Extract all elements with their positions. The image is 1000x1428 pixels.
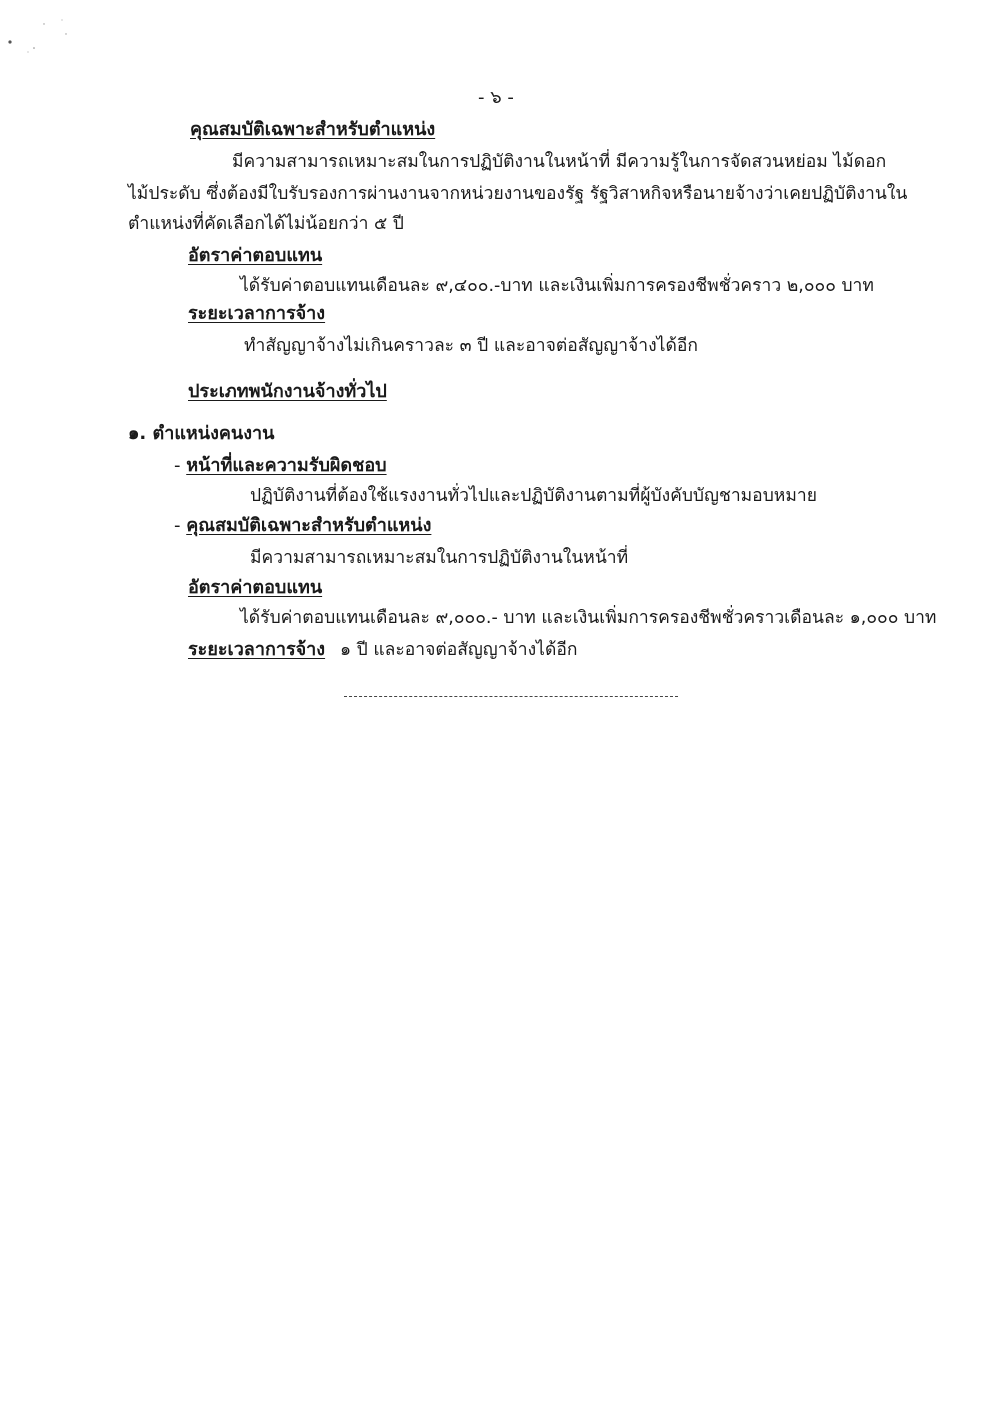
qualification2-text: มีความสามารถเหมาะสมในการปฏิบัติงานในหน้าที่ <box>250 548 629 568</box>
compensation2-heading: อัตราค่าตอบแทน <box>188 577 323 598</box>
duties-heading: หน้าที่และความรับผิดชอบ <box>186 455 387 476</box>
qualification-line-2: ไม้ประดับ ซึ่งต้องมีใบรับรองการผ่านงานจากหน่วยงานของรัฐ รัฐวิสาหกิจหรือนายจ้างว่าเคยปฏิบัติงานใน <box>128 184 908 204</box>
term2-heading: ระยะเวลาการจ้าง <box>188 639 326 660</box>
term-text: ทำสัญญาจ้างไม่เกินคราวละ ๓ ปี และอาจต่อสัญญาจ้างได้อีก <box>244 336 698 356</box>
compensation2-text: ได้รับค่าตอบแทนเดือนละ ๙,๐๐๐.- บาท และเงินเพิ่มการครองชีพชั่วคราวเดือนละ ๑,๐๐๐ บาท <box>240 608 937 628</box>
qualification2-dash: - <box>174 515 187 536</box>
qualification-line-1: มีความสามารถเหมาะสมในการปฏิบัติงานในหน้าที่ มีความรู้ในการจัดสวนหย่อม ไม้ดอก <box>232 152 887 172</box>
term-heading: ระยะเวลาการจ้าง <box>188 303 326 324</box>
position-title: ๑. ตำแหน่งคนงาน <box>128 423 275 444</box>
duties-row <box>174 454 387 478</box>
end-divider <box>344 696 678 697</box>
compensation-text: ได้รับค่าตอบแทนเดือนละ ๙,๔๐๐.-บาท และเงินเพิ่มการครองชีพชั่วคราว ๒,๐๐๐ บาท <box>240 276 874 296</box>
qualification-line-3: ตำแหน่งที่คัดเลือกได้ไม่น้อยกว่า ๕ ปี <box>128 214 404 234</box>
duties-dash: - <box>174 455 187 476</box>
page-number: - ๖ - <box>478 87 514 108</box>
qualification2-row <box>174 514 431 538</box>
qualification-heading: คุณสมบัติเฉพาะสำหรับตำแหน่ง <box>190 119 436 140</box>
employee-type-heading: ประเภทพนักงานจ้างทั่วไป <box>188 381 387 402</box>
compensation-heading: อัตราค่าตอบแทน <box>188 245 323 266</box>
term2-text: ๑ ปี และอาจต่อสัญญาจ้างได้อีก <box>340 640 578 660</box>
duties-text: ปฏิบัติงานที่ต้องใช้แรงงานทั่วไปและปฏิบัติงานตามที่ผู้บังคับบัญชามอบหมาย <box>250 486 817 506</box>
scan-specks <box>4 14 74 54</box>
qualification2-heading: คุณสมบัติเฉพาะสำหรับตำแหน่ง <box>186 515 432 536</box>
